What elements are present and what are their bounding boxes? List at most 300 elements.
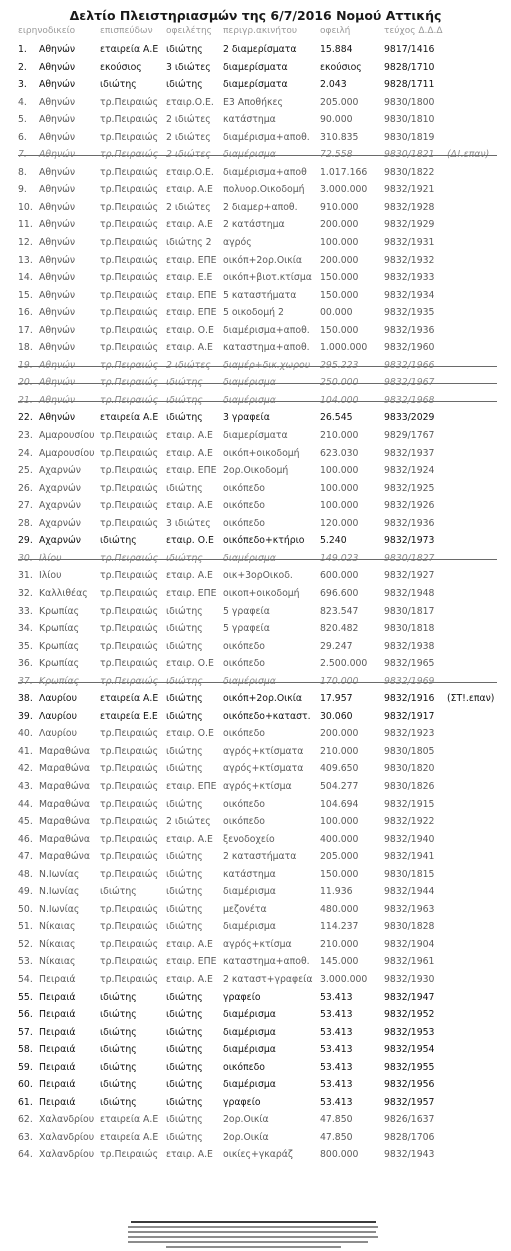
debtor-name: 2 ιδιώτες (166, 359, 211, 371)
table-row (0, 1041, 511, 1059)
property-description: διαμέρισμα (223, 886, 276, 898)
debt-amount: 150.000 (320, 289, 359, 301)
gazette-issue: 9832/1955 (384, 1061, 435, 1073)
debtor-name: ιδιώτης (166, 44, 203, 55)
creditor-name: τρ.Πειραιώς (100, 430, 159, 442)
table-row (0, 515, 511, 533)
row-number: 14. (18, 272, 33, 284)
debtor-name: ιδιώτης (166, 79, 203, 91)
gazette-issue: 9832/1966 (384, 359, 435, 371)
gazette-issue: 9832/1968 (384, 394, 435, 406)
property-description: διαμέρισμα (223, 552, 276, 564)
debt-amount: 200.000 (320, 728, 359, 740)
gazette-issue: 9830/1805 (384, 745, 435, 757)
debt-amount: 17.957 (320, 693, 353, 705)
row-number: 19. (18, 359, 33, 371)
property-description: οικόπεδο (223, 816, 265, 828)
table-row (0, 252, 511, 270)
table-row (0, 1094, 511, 1112)
creditor-name: τρ.Πειραιώς (100, 166, 159, 178)
property-description: πολυορ.Οικοδομή (223, 184, 305, 196)
debt-amount: 29.247 (320, 640, 353, 652)
table-row (0, 392, 511, 410)
table-row (0, 532, 511, 550)
debt-amount: 2.500.000 (320, 658, 368, 670)
debt-amount: 11.936 (320, 886, 353, 898)
debtor-name: εταιρ. Α.Ε (166, 938, 213, 950)
gazette-issue: 9828/1706 (384, 1131, 435, 1143)
debt-amount: 53.413 (320, 1044, 353, 1056)
court-name: Αχαρνών (39, 482, 81, 494)
row-number: 52. (18, 938, 33, 950)
debtor-name: ιδιώτης (166, 377, 203, 389)
gazette-issue: 9832/1957 (384, 1096, 435, 1108)
table-row (0, 796, 511, 814)
property-description: διαμέρισμα+αποθ. (223, 324, 310, 336)
gazette-issue: 9832/1954 (384, 1044, 435, 1056)
property-description: 2 κατάστημα (223, 219, 285, 231)
creditor-name: ιδιώτης (100, 1079, 137, 1091)
row-number: 37. (18, 675, 33, 687)
debt-amount: 2.043 (320, 79, 347, 91)
gazette-issue: 9832/1944 (384, 886, 435, 898)
debtor-name: ιδιώτης (166, 675, 203, 687)
table-row (0, 901, 511, 919)
court-name: Αθηνών (39, 307, 76, 319)
property-description: 5 γραφεία (223, 605, 270, 617)
debt-amount: 1.017.166 (320, 166, 368, 178)
auction-table (0, 41, 511, 1164)
gazette-issue: 9832/1940 (384, 833, 435, 845)
court-name: Πειραιά (39, 1061, 76, 1073)
debtor-name: εταιρ.Ο.Ε. (166, 96, 214, 108)
debt-amount: 200.000 (320, 254, 359, 266)
creditor-name: ιδιώτης (100, 886, 137, 898)
property-description: αγρός+κτίσμα (223, 780, 292, 792)
debtor-name: ιδιώτης (166, 1009, 203, 1021)
property-description: οικόπ+2ορ.Οικία (223, 254, 303, 266)
gazette-issue: 9832/1947 (384, 991, 435, 1003)
debt-amount: 820.482 (320, 623, 359, 635)
creditor-name: τρ.Πειραιώς (100, 289, 159, 301)
table-row (0, 690, 511, 708)
debtor-name: 2 ιδιώτες (166, 131, 211, 143)
creditor-name: τρ.Πειραιώς (100, 640, 159, 652)
creditor-name: τρ.Πειραιώς (100, 780, 159, 792)
debtor-name: ιδιώτης (166, 1096, 203, 1108)
debtor-name: εταιρ. Α.Ε (166, 1149, 213, 1161)
debt-amount: 90.000 (320, 114, 353, 126)
property-description: 2ορ.Οικοδομή (223, 465, 289, 477)
debtor-name: ιδιώτης (166, 605, 203, 617)
gazette-issue: 9832/1937 (384, 447, 435, 459)
property-description: οικόπεδο (223, 728, 265, 740)
debt-amount: 310.835 (320, 131, 359, 143)
gazette-issue: 9830/1826 (384, 780, 435, 792)
creditor-name: εταιρεία Α.Ε (100, 412, 159, 424)
row-number: 3. (18, 79, 27, 91)
court-name: Αμαρουσίου (39, 430, 95, 442)
gazette-issue: 9832/1961 (384, 956, 435, 968)
debt-amount: 200.000 (320, 219, 359, 231)
debt-amount: 15.884 (320, 44, 353, 55)
gazette-issue: 9830/1828 (384, 921, 435, 933)
gazette-issue: 9832/1965 (384, 658, 435, 670)
debtor-name: ιδιώτης (166, 1131, 203, 1143)
property-description: οικόπεδο (223, 640, 265, 652)
gazette-issue: 9832/1929 (384, 219, 435, 231)
creditor-name: τρ.Πειραιώς (100, 570, 159, 582)
debt-amount: 800.000 (320, 1149, 359, 1161)
creditor-name: τρ.Πειραιώς (100, 482, 159, 494)
debt-amount: 150.000 (320, 272, 359, 284)
property-description: οικόπεδο (223, 482, 265, 494)
creditor-name: τρ.Πειραιώς (100, 728, 159, 740)
creditor-name: ιδιώτης (100, 991, 137, 1003)
creditor-name: τρ.Πειραιώς (100, 763, 159, 775)
debtor-name: εταιρ. Ο.Ε (166, 535, 214, 547)
row-number: 1. (18, 44, 27, 55)
debt-amount: 100.000 (320, 816, 359, 828)
debt-amount: 100.000 (320, 237, 359, 249)
table-row (0, 1024, 511, 1042)
court-name: Αθηνών (39, 96, 76, 108)
gazette-issue: 9832/1934 (384, 289, 435, 301)
court-name: Αθηνών (39, 412, 76, 424)
debtor-name: εταιρ.Ο.Ε. (166, 166, 214, 178)
debtor-name: ιδιώτης (166, 886, 203, 898)
table-row (0, 603, 511, 621)
table-row (0, 989, 511, 1007)
gazette-issue: 9832/1933 (384, 272, 435, 284)
gazette-issue: 9832/1931 (384, 237, 435, 249)
table-row (0, 778, 511, 796)
row-number: 16. (18, 307, 33, 319)
court-name: Αθηνών (39, 254, 76, 266)
property-description: διαμέρισμα (223, 394, 276, 406)
property-description: διαμέρισμα+αποθ (223, 166, 307, 178)
court-name: Αθηνών (39, 324, 76, 336)
table-row (0, 41, 511, 59)
gazette-issue: 9832/1941 (384, 851, 435, 863)
court-name: Αθηνών (39, 79, 76, 91)
debt-amount: 53.413 (320, 1061, 353, 1073)
table-row (0, 550, 511, 568)
table-row (0, 743, 511, 761)
debtor-name: ιδιώτης 2 (166, 237, 212, 249)
court-name: Αθηνών (39, 289, 76, 301)
gazette-issue: 9832/1973 (384, 535, 435, 547)
creditor-name: τρ.Πειραιώς (100, 184, 159, 196)
gazette-issue: 9832/1943 (384, 1149, 435, 1161)
gazette-issue: 9832/1922 (384, 816, 435, 828)
debtor-name: ιδιώτης (166, 1044, 203, 1056)
table-row (0, 1059, 511, 1077)
court-name: Αθηνών (39, 377, 76, 389)
debtor-name: 2 ιδιώτες (166, 201, 211, 213)
row-number: 61. (18, 1096, 33, 1108)
repeat-note: (Δ!.επαν) (447, 149, 490, 161)
row-number: 40. (18, 728, 33, 740)
table-row (0, 287, 511, 305)
debt-amount: 600.000 (320, 570, 359, 582)
table-row (0, 638, 511, 656)
table-row (0, 620, 511, 638)
row-number: 10. (18, 201, 33, 213)
creditor-name: εταιρεία Ε.Ε (100, 710, 158, 722)
table-row (0, 673, 511, 691)
row-number: 64. (18, 1149, 33, 1161)
debtor-name: ιδιώτης (166, 412, 203, 424)
property-description: διαμερίσματα (223, 430, 288, 442)
header-gazette-issue: τεύχος Δ.Δ.Δ (384, 26, 443, 36)
debt-amount: 823.547 (320, 605, 359, 617)
property-description: κατάστημα (223, 868, 276, 880)
debt-amount: 400.000 (320, 833, 359, 845)
debtor-name: εταιρ. ΕΠΕ (166, 956, 217, 968)
property-description: Ε3 Αποθήκες (223, 96, 283, 108)
court-name: Κρωπίας (39, 658, 80, 670)
property-description: οικόπ+2ορ.Οικία (223, 693, 303, 705)
property-description: διαμέρισμα (223, 921, 276, 933)
court-name: Νίκαιας (39, 921, 76, 933)
debt-amount: 170.000 (320, 675, 359, 687)
debt-amount: 480.000 (320, 903, 359, 915)
debtor-name: 3 ιδιώτες (166, 517, 211, 529)
property-description: ξενοδοχείο (223, 833, 275, 845)
debt-amount: 3.000.000 (320, 184, 368, 196)
table-row (0, 374, 511, 392)
table-row (0, 497, 511, 515)
table-row (0, 445, 511, 463)
court-name: Πειραιά (39, 1079, 76, 1091)
debtor-name: εταιρ. Ο.Ε (166, 728, 214, 740)
debt-amount: 72.558 (320, 149, 353, 161)
row-number: 15. (18, 289, 33, 301)
debt-amount: 210.000 (320, 938, 359, 950)
table-row (0, 567, 511, 585)
creditor-name: τρ.Πειραιώς (100, 201, 159, 213)
row-number: 44. (18, 798, 33, 810)
creditor-name: ιδιώτης (100, 1096, 137, 1108)
court-name: Αθηνών (39, 44, 76, 55)
header-property-description: περιγρ.ακινήτου (223, 26, 298, 36)
row-number: 25. (18, 465, 33, 477)
property-description: οικίες+γκαράζ (223, 1149, 293, 1161)
gazette-issue: 9828/1710 (384, 61, 435, 73)
table-row (0, 111, 511, 129)
creditor-name: τρ.Πειραιώς (100, 552, 159, 564)
table-row (0, 831, 511, 849)
gazette-issue: 9830/1815 (384, 868, 435, 880)
court-name: Κρωπίας (39, 623, 80, 635)
debtor-name: ιδιώτης (166, 482, 203, 494)
debtor-name: ιδιώτης (166, 394, 203, 406)
court-name: Αθηνών (39, 166, 76, 178)
header-debtor: οφειλέτης (166, 26, 212, 36)
court-name: Αθηνών (39, 342, 76, 354)
court-name: Αθηνών (39, 61, 76, 73)
gazette-issue: 9832/1956 (384, 1079, 435, 1091)
table-row (0, 94, 511, 112)
debtor-name: ιδιώτης (166, 623, 203, 635)
court-name: Λαυρίου (39, 693, 77, 705)
debt-amount: 100.000 (320, 482, 359, 494)
gazette-issue: 9830/1827 (384, 552, 435, 564)
creditor-name: ιδιώτης (100, 1026, 137, 1038)
page-title: Δελτίο Πλειστηριασμών της 6/7/2016 Νομού Αττικής (69, 8, 442, 23)
creditor-name: τρ.Πειραιώς (100, 605, 159, 617)
debtor-name: εταιρ. ΕΠΕ (166, 587, 217, 599)
court-name: Ιλίου (39, 570, 62, 582)
debtor-name: ιδιώτης (166, 640, 203, 652)
row-number: 36. (18, 658, 33, 670)
row-number: 53. (18, 956, 33, 968)
court-name: Πειραιά (39, 991, 76, 1003)
creditor-name: τρ.Πειραιώς (100, 1149, 159, 1161)
row-number: 38. (18, 693, 33, 705)
court-name: Αθηνών (39, 184, 76, 196)
debtor-name: εταιρ. ΕΠΕ (166, 289, 217, 301)
row-number: 24. (18, 447, 33, 459)
property-description: οικόπεδο (223, 517, 265, 529)
row-number: 2. (18, 61, 27, 73)
property-description: διαμέρ+δικ.χωρου (223, 359, 311, 371)
debt-amount: 104.694 (320, 798, 359, 810)
property-description: οικόπεδο (223, 1061, 265, 1073)
debtor-name: εταιρ. Α.Ε (166, 570, 213, 582)
court-name: Μαραθώνα (39, 745, 90, 757)
debtor-name: εταιρ. Α.Ε (166, 184, 213, 196)
table-row (0, 936, 511, 954)
column-headers (0, 25, 511, 39)
debtor-name: ιδιώτης (166, 552, 203, 564)
gazette-issue: 9832/1948 (384, 587, 435, 599)
property-description: διαμέρισμα (223, 149, 276, 161)
court-name: Αθηνών (39, 394, 76, 406)
court-name: Αθηνών (39, 201, 76, 213)
gazette-issue: 9830/1819 (384, 131, 435, 143)
row-number: 8. (18, 166, 27, 178)
property-description: οικόπεδο (223, 798, 265, 810)
row-number: 17. (18, 324, 33, 336)
table-row (0, 357, 511, 375)
table-row (0, 181, 511, 199)
debtor-name: 3 ιδιώτες (166, 61, 211, 73)
gazette-issue: 9826/1637 (384, 1114, 435, 1126)
court-name: Αθηνών (39, 219, 76, 231)
debt-amount: 145.000 (320, 956, 359, 968)
debt-amount: 00.000 (320, 307, 353, 319)
creditor-name: τρ.Πειραιώς (100, 851, 159, 863)
court-name: Πειραιά (39, 1096, 76, 1108)
debt-amount: 30.060 (320, 710, 353, 722)
table-row (0, 585, 511, 603)
property-description: καταστημα+αποθ. (223, 956, 310, 968)
court-name: Λαυρίου (39, 728, 77, 740)
debtor-name: εταιρ. Ο.Ε (166, 658, 214, 670)
court-name: Ν.Ιωνίας (39, 868, 80, 880)
creditor-name: τρ.Πειραιώς (100, 938, 159, 950)
row-number: 56. (18, 1009, 33, 1021)
gazette-issue: 9832/1921 (384, 184, 435, 196)
gazette-issue: 9832/1936 (384, 517, 435, 529)
table-row (0, 866, 511, 884)
debtor-name: ιδιώτης (166, 1061, 203, 1073)
debt-amount: 47.850 (320, 1114, 353, 1126)
gazette-issue: 9830/1820 (384, 763, 435, 775)
property-description: 5 γραφεία (223, 623, 270, 635)
property-description: διαμέρισμα (223, 1079, 276, 1091)
row-number: 47. (18, 851, 33, 863)
debt-amount: 149.023 (320, 552, 359, 564)
property-description: 2 διαμερίσματα (223, 44, 297, 55)
gazette-issue: 9832/1935 (384, 307, 435, 319)
court-name: Αθηνών (39, 149, 76, 161)
property-description: διαμέρισμα (223, 1009, 276, 1021)
property-description: οικόπ+οικοδομή (223, 447, 300, 459)
row-number: 11. (18, 219, 33, 231)
property-description: οικ+3ορΟικοδ. (223, 570, 293, 582)
row-number: 6. (18, 131, 27, 143)
creditor-name: εταιρεία Α.Ε (100, 693, 159, 705)
court-name: Ν.Ιωνίας (39, 886, 80, 898)
row-number: 13. (18, 254, 33, 266)
creditor-name: εκούσιος (100, 61, 142, 73)
table-row (0, 480, 511, 498)
court-name: Νίκαιας (39, 938, 76, 950)
debtor-name: εταιρ. Α.Ε (166, 500, 213, 512)
debtor-name: εταιρ. Α.Ε (166, 430, 213, 442)
creditor-name: εταιρεία Α.Ε (100, 1114, 159, 1126)
creditor-name: τρ.Πειραιώς (100, 658, 159, 670)
table-row (0, 971, 511, 989)
creditor-name: τρ.Πειραιώς (100, 149, 159, 161)
debtor-name: ιδιώτης (166, 1026, 203, 1038)
creditor-name: τρ.Πειραιώς (100, 868, 159, 880)
debtor-name: εταιρ. Ο.Ε (166, 324, 214, 336)
row-number: 30. (18, 552, 33, 564)
gazette-issue: 9832/1928 (384, 201, 435, 213)
creditor-name: τρ.Πειραιώς (100, 956, 159, 968)
creditor-name: τρ.Πειραιώς (100, 394, 159, 406)
debt-amount: 409.650 (320, 763, 359, 775)
debt-amount: 53.413 (320, 1096, 353, 1108)
court-name: Καλλιθέας (39, 587, 88, 599)
creditor-name: τρ.Πειραιώς (100, 973, 159, 985)
header-creditor: επισπεύδων (100, 26, 153, 36)
row-number: 54. (18, 973, 33, 985)
row-number: 59. (18, 1061, 33, 1073)
gazette-issue: 9828/1711 (384, 79, 435, 91)
debtor-name: ιδιώτης (166, 763, 203, 775)
debtor-name: ιδιώτης (166, 693, 203, 705)
table-row (0, 59, 511, 77)
property-description: 2ορ.Οικία (223, 1114, 269, 1126)
debtor-name: 2 ιδιώτες (166, 816, 211, 828)
debt-amount: 910.000 (320, 201, 359, 213)
court-name: Αθηνών (39, 114, 76, 126)
property-description: κατάστημα (223, 114, 276, 126)
creditor-name: ιδιώτης (100, 79, 137, 91)
row-number: 41. (18, 745, 33, 757)
gazette-issue: 9832/1936 (384, 324, 435, 336)
property-description: οικοπ+οικοδομή (223, 587, 300, 599)
gazette-issue: 9832/1953 (384, 1026, 435, 1038)
table-row (0, 129, 511, 147)
debtor-name: ιδιώτης (166, 1114, 203, 1126)
court-name: Αθηνών (39, 237, 76, 249)
